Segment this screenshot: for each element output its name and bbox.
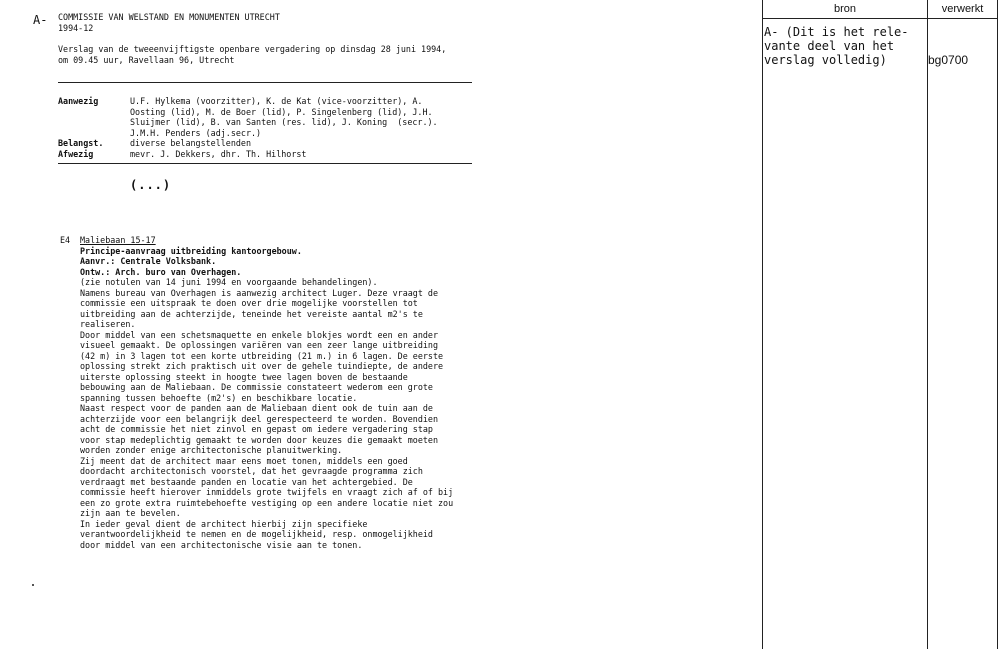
- item-designer: Ontw.: Arch. buro van Overhagen.: [80, 266, 242, 277]
- report-line: om 09.45 uur, Ravellaan 96, Utrecht: [58, 54, 235, 65]
- present-label: Aanwezig: [58, 96, 99, 106]
- table-border-middle: [927, 0, 928, 649]
- body-line: verdraagt met bestaande panden en locatie van het achtergebied. De: [80, 476, 413, 487]
- body-line: Namens bureau van Overhagen is aanwezig architect Luger. Deze vraagt de: [80, 287, 438, 298]
- body-line: verantwoordelijkheid te nemen en de mogelijkheid, resp. onmogelijkheid: [80, 529, 433, 539]
- table-border-left: [762, 0, 763, 649]
- table-border-right: [997, 0, 998, 649]
- body-line: Door middel van een schetsmaquette en enkele blokjes wordt een en ander: [80, 329, 438, 340]
- present-line: J.M.H. Penders (adj.secr.): [130, 127, 262, 138]
- divider-bottom: [58, 163, 472, 164]
- item-subject: Principe-aanvraag uitbreiding kantoorgebouw.: [80, 245, 302, 256]
- report-line: Verslag van de tweeenvijftigste openbare vergadering op dinsdag 28 juni 1994,: [58, 44, 447, 54]
- bron-note-line: A- (Dit is het rele-: [764, 25, 909, 39]
- body-line: een zo grote extra ruimtebehoefte vestiging op een andere locatie niet zou: [80, 497, 454, 508]
- bron-note: [764, 25, 909, 67]
- divider-top: [58, 82, 472, 83]
- body-line: Zij meent dat de architect maar eens moet tonen, middels een goed: [80, 455, 408, 466]
- present-line: Sluijmer (lid), B. van Santen (res. lid), J. Koning (secr.).: [130, 117, 438, 127]
- body-line: zijn aan te bevelen.: [80, 508, 181, 518]
- body-line: worden zonder enige architectonische planuitwerking.: [80, 445, 343, 455]
- scan-speck: [32, 584, 34, 586]
- body-line: doordacht architectonisch voorstel, dat het gevraagde programma zich: [80, 466, 423, 476]
- interested-label: Belangst.: [58, 138, 104, 148]
- body-line: door middel van een architectonische visie aan te tonen.: [80, 539, 363, 550]
- report-intro: [58, 44, 446, 65]
- item-title: Maliebaan 15-17: [80, 235, 156, 245]
- body-line: oplossing strekt zich praktisch uit over de gehele tuindiepte, de andere: [80, 361, 444, 371]
- bron-note-line: vante deel van het: [764, 39, 895, 53]
- meeting-number: 1994-12: [58, 22, 94, 33]
- absent-value: mevr. J. Dekkers, dhr. Th. Hilhorst: [130, 148, 307, 159]
- body-line: (zie notulen van 14 juni 1994 en voorgaande behandelingen).: [80, 277, 378, 287]
- attendance-block: [58, 96, 478, 159]
- body-line: bebouwing aan de Maliebaan. De commissie constateert wederom een grote: [80, 382, 433, 392]
- body-line: uitbreiding aan de achterzijde, teneinde het vereiste aantal m2's te: [80, 308, 423, 319]
- absent-label: Afwezig: [58, 148, 94, 159]
- item-body: [80, 277, 453, 550]
- body-line: (42 m) in 3 lagen tot een korte utbreiding (21 m.) in 6 lagen. De eerste: [80, 350, 444, 361]
- verwerkt-value: bg0700: [928, 53, 969, 67]
- body-line: achterzijde voor een belangrijk deel gerespecteerd te worden. Bovendien: [80, 413, 438, 424]
- body-line: Naast respect voor de panden aan de Maliebaan dient ook de tuin aan de: [80, 403, 433, 413]
- item-code: E4: [60, 235, 71, 245]
- body-line: realiseren.: [80, 319, 136, 329]
- reference-marker: A-: [33, 13, 48, 27]
- item-applicant: Aanvr.: Centrale Volksbank.: [80, 256, 217, 266]
- omission-marker: (...): [130, 178, 172, 192]
- body-line: commissie heeft hierover inmiddels grote twijfels en vraagt zich af of bij: [80, 487, 454, 497]
- present-line: U.F. Hylkema (voorzitter), K. de Kat (vice-voorzitter), A.: [130, 96, 423, 106]
- column-header-verwerkt: verwerkt: [941, 3, 984, 15]
- bron-note-line: verslag volledig): [764, 53, 887, 67]
- body-line: commissie een uitspraak te doen over drie mogelijke voorstellen tot: [80, 298, 418, 308]
- commission-name: COMMISSIE VAN WELSTAND EN MONUMENTEN UTRECHT: [58, 12, 280, 22]
- agenda-item: [60, 235, 480, 550]
- interested-value: diverse belangstellenden: [130, 138, 252, 148]
- body-line: visueel gemaakt. De oplossingen variëren van een zeer lange uitbreiding: [80, 340, 438, 350]
- body-line: spanning tussen behoefte (m2's) en beschikbare locatie.: [80, 392, 358, 403]
- body-line: uiterste oplossing steekt in hoogte twee lagen boven de bestaande: [80, 371, 408, 382]
- body-line: In ieder geval dient de architect hierbij zijn specifieke: [80, 518, 368, 529]
- table-header-divider: [762, 18, 998, 19]
- document-header: [58, 12, 280, 33]
- body-line: voor stap medeplichtig gemaakt te worden door keuzes die gemaakt moeten: [80, 434, 438, 445]
- present-line: Oosting (lid), M. de Boer (lid), P. Singelenberg (lid), J.H.: [130, 106, 433, 117]
- column-header-bron: bron: [833, 3, 857, 15]
- body-line: acht de commissie het niet zinvol en gepast om iedere vergadering stap: [80, 424, 433, 434]
